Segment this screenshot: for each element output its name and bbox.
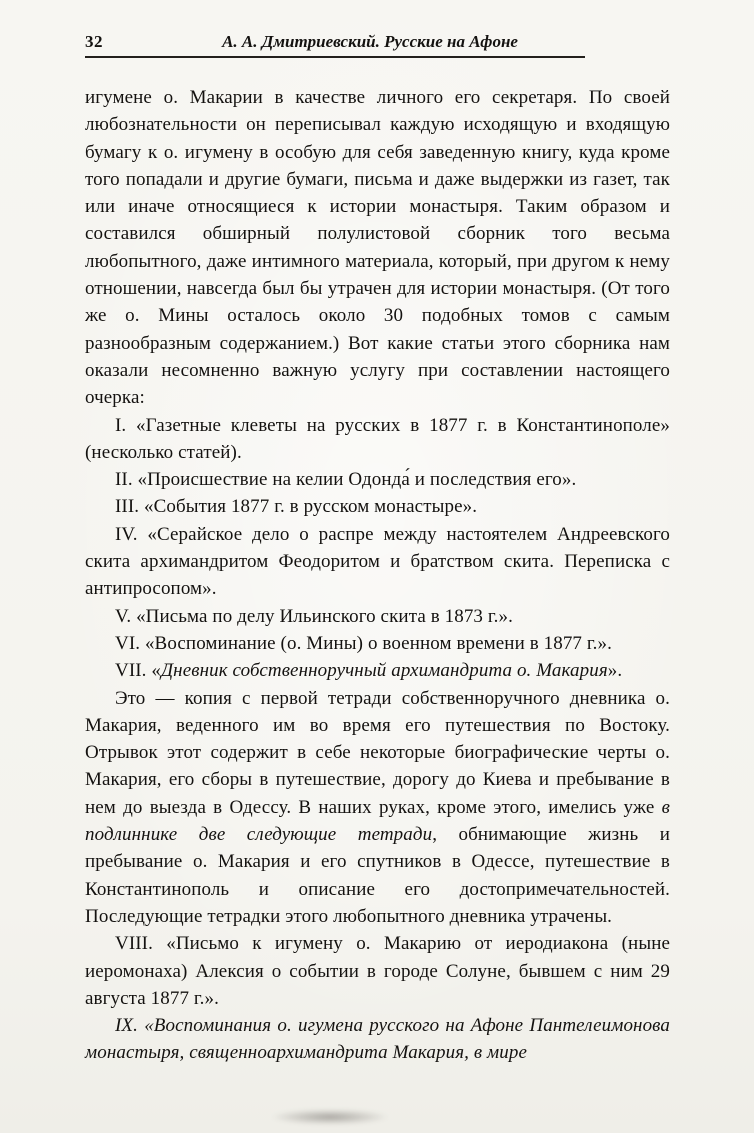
page-number: 32 [85,32,103,51]
text-run: , обнимающие жизнь и пребывание о. Макария и его спутников в Одессе, путешествие в Константинополь и описание его достопримечательностей. Последующие тетрадки этого любопытного дневника утрачены. [85,824,670,927]
text-run: Это — копия с первой тетради собственноручного дневника о. Макария, веденного им во время его путешествия по Востоку. Отрывок этот содержит в себе некоторые биографические черты о. Макария, его сборы в путешествие, дорогу до Киева и пребывание в нем до выезда в Одессу. В наших руках, кроме этого, имелись уже [85,687,670,818]
emphasized-text-run: в подлиннике две следующие тетради [85,796,670,846]
paragraph [85,685,670,931]
text-body [85,84,670,1067]
binding-shadow [270,1109,390,1125]
paragraph [85,493,670,520]
text-run: игумене о. Макарии в качестве личного его секретаря. По своей любознательности он переписывал каждую исходящую и входящую бумагу к о. игумену в особую для себя заведенную книгу, куда кроме того попадали и другие бумаги, письма и даже выдержки из газет, так или иначе относящиеся к истории монастыря. Таким образом и составился обширный полулистовой сборник того весьма любопытного, даже интимного материала, который, при другом к нему отношении, навсегда был бы утрачен для истории монастыря. (От того же о. Мины осталось около 30 подобных томов с самым разнообразным содержанием.) Вот какие статьи этого сборника нам оказали несомненно важную услугу при составлении настоящего очерка: [85,87,670,409]
text-run: V. «Письма по делу Ильинского скита в 1873 г.». [115,605,513,627]
text-run: II. «Происшествие на келии Одонда́ и последствия его». [115,469,577,491]
running-title: А. А. Дмитриевский. Русские на Афоне [222,32,518,51]
paragraph [85,412,670,467]
paragraph [85,521,670,603]
emphasized-text-run: IX. «Воспоминания о. игумена русского на Афоне Пантелеимонова монастыря, священноархимандрита Макария, в мире [85,1015,670,1064]
text-run: I. «Газетные клеветы на русских в 1877 г. в Константинополе» (несколько статей). [85,414,670,463]
text-run: IV. «Серайское дело о распре между настоятелем Андреевского скита архимандритом Феодоритом и братством скита. Переписка с антипросопом». [85,523,670,600]
paragraph [85,84,670,412]
emphasized-text-run: Дневник собственноручный архимандрита о. Макария [160,660,608,682]
paragraph [85,466,670,493]
text-run: VIII. «Письмо к игумену о. Макарию от иеродиакона (ныне иеромонаха) Алексия о событии в городе Солуне, бывшем с ним 29 августа 1877 г.». [85,933,670,1009]
text-run: ». [607,660,623,682]
paragraph [85,603,670,630]
text-run: III. «События 1877 г. в русском монастыре». [115,496,478,518]
paragraph [85,930,670,1012]
paragraph [85,630,670,657]
paragraph [85,657,670,684]
text-run: VI. «Воспоминание (о. Мины) о военном времени в 1877 г.». [115,632,612,654]
text-run: VII. « [115,660,161,682]
running-header [85,30,585,58]
paragraph [85,1012,670,1067]
